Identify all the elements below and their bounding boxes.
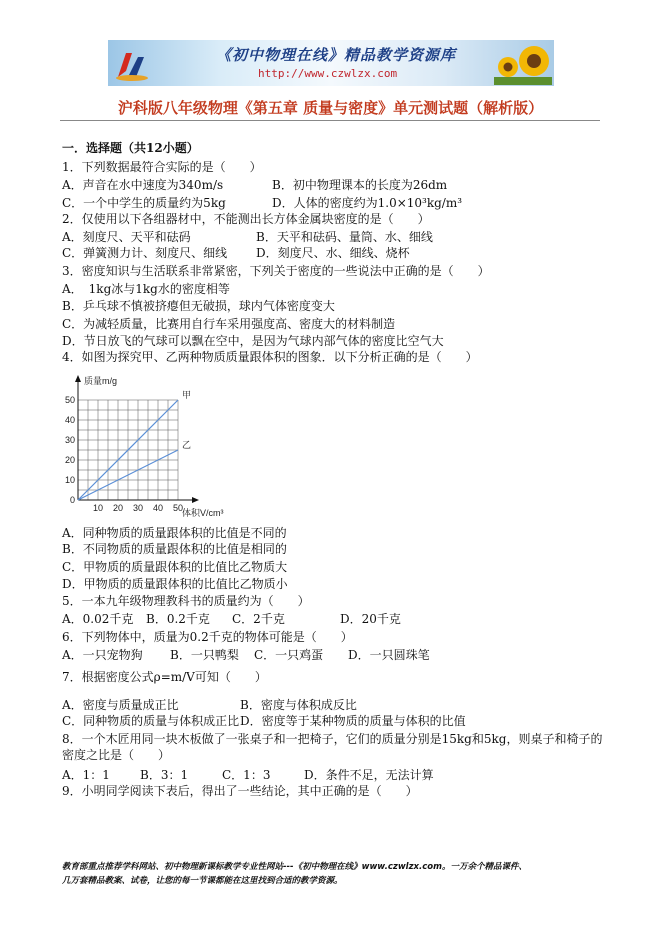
document-title: 沪科版八年级物理《第五章 质量与密度》单元测试题（解析版） [117,99,544,117]
question-8-stem: 8．一个木匠用同一块木板做了一张桌子和一把椅子，它们的质量分别是15kg和5kg，则桌子和椅子的 [62,732,603,746]
q7-option-a: A．密度与质量成正比 [62,698,179,712]
q7-option-d: D．密度等于某种物质的质量与体积的比值 [240,714,466,728]
banner-url[interactable]: http://www.czwlzx.com [258,67,398,80]
header-banner [108,40,554,86]
q2-option-a: A．刻度尺、天平和砝码 [62,230,191,244]
y-axis-arrow-icon [75,375,81,382]
q6-option-b: B．一只鸭梨 [170,648,239,662]
question-6-stem: 6．下列物体中，质量为0.2千克的物体可能是（ ） [62,630,353,644]
q1-option-d: D．人体的密度约为1.0×10³kg/m³ [272,196,463,210]
q1-option-c: C．一个中学生的质量约为5kg [62,196,226,210]
banner-title: 《初中物理在线》精品教学资源库 [215,46,456,64]
q7-option-b: B．密度与体积成反比 [240,698,357,712]
q8-option-a: A．1：1 [62,768,110,782]
q2-option-d: D．刻度尺、水、细线、烧杯 [256,246,410,260]
sunflower-icon [494,41,552,85]
x-tick-label: 50 [172,503,184,513]
series-label-2: 乙 [182,440,192,450]
y-tick-label: 40 [64,415,75,425]
q8-option-d: D．条件不足，无法计算 [304,768,434,782]
q3-option-c: C．为减轻质量，比赛用自行车采用强度高、密度大的材料制造 [62,317,396,331]
y-tick-label: 50 [64,395,75,405]
y-tick-label: 10 [64,475,75,485]
q8-option-b: B．3：1 [140,768,189,782]
q5-option-a: A．0.02千克 [62,612,134,626]
q2-option-c: C．弹簧测力计、刻度尺、细线 [62,246,228,260]
y-tick-label: 20 [64,455,75,465]
q4-option-b: B．不同物质的质量跟体积的比值是相同的 [62,542,287,556]
q5-option-c: C．2千克 [232,612,285,626]
q4-option-d: D．甲物质的质量跟体积的比值比乙物质小 [62,577,288,591]
question-3-stem: 3．密度知识与生活联系非常紧密，下列关于密度的一些说法中正确的是（ ） [62,264,490,278]
q6-option-c: C．一只鸡蛋 [254,648,324,662]
y-tick-label: 30 [64,435,75,445]
origin-label: 0 [69,495,75,505]
mass-volume-chart [62,370,262,520]
q1-option-a: A．声音在水中速度为340m/s [62,178,224,192]
q6-option-d: D．一只圆珠笔 [348,648,430,662]
x-tick-label: 40 [152,503,164,513]
question-4-stem: 4．如图为探究甲、乙两种物质质量跟体积的图象．以下分析正确的是（ ） [62,350,478,364]
q7-option-c: C．同种物质的质量与体积成正比 [62,714,240,728]
x-tick-label: 20 [112,503,124,513]
page-footer [62,860,622,888]
q3-option-b: B．乒乓球不慎被挤瘪但无破损，球内气体密度变大 [62,299,335,313]
question-5-stem: 5．一本九年级物理教科书的质量约为（ ） [62,594,310,608]
footer-line-2: 几万套精品教案、试卷，让您的每一节课都能在这里找到合适的教学资源。 [62,876,343,886]
question-8-stem-cont: 密度之比是（ ） [62,748,171,762]
footer-line-1: 教育部重点推荐学科网站、初中物理新课标教学专业性网站---《初中物理在线》www.czwlzx.com。一万余个精品课件、 [62,862,527,872]
question-9-stem: 9．小明同学阅读下表后，得出了一些结论，其中正确的是（ ） [62,784,418,798]
x-axis-arrow-icon [192,497,199,503]
q4-option-c: C．甲物质的质量跟体积的比值比乙物质大 [62,560,288,574]
section-heading: 一．选择题（共12小题） [62,141,199,155]
q3-option-d: D．节日放飞的气球可以飘在空中，是因为气球内部气体的密度比空气大 [62,334,444,348]
q5-option-b: B．0.2千克 [146,612,210,626]
y-axis-label: 质量m/g [84,376,118,386]
chart-labels [65,375,224,518]
x-axis-label: 体积V/cm³ [182,508,224,518]
q2-option-b: B．天平和砝码、量筒、水、细线 [256,230,433,244]
series-label-1: 甲 [182,390,192,400]
question-7-stem: 7．根据密度公式ρ=m/V可知（ ） [62,670,267,684]
site-logo-icon [112,43,152,83]
q4-option-a: A．同种物质的质量跟体积的比值是不同的 [62,526,287,540]
question-2-stem: 2．仅使用以下各组器材中，不能测出长方体金属块密度的是（ ） [62,212,430,226]
q1-option-b: B．初中物理课本的长度为26dm [272,178,448,192]
question-1-stem: 1．下列数据最符合实际的是（ ） [62,160,262,174]
q8-option-c: C．1：3 [222,768,271,782]
title-divider [60,120,600,121]
q3-option-a: A． 1kg冰与1kg水的密度相等 [62,282,230,296]
q5-option-d: D．20千克 [340,612,401,626]
x-tick-label: 10 [92,503,104,513]
x-tick-label: 30 [132,503,144,513]
q6-option-a: A．一只宠物狗 [62,648,143,662]
